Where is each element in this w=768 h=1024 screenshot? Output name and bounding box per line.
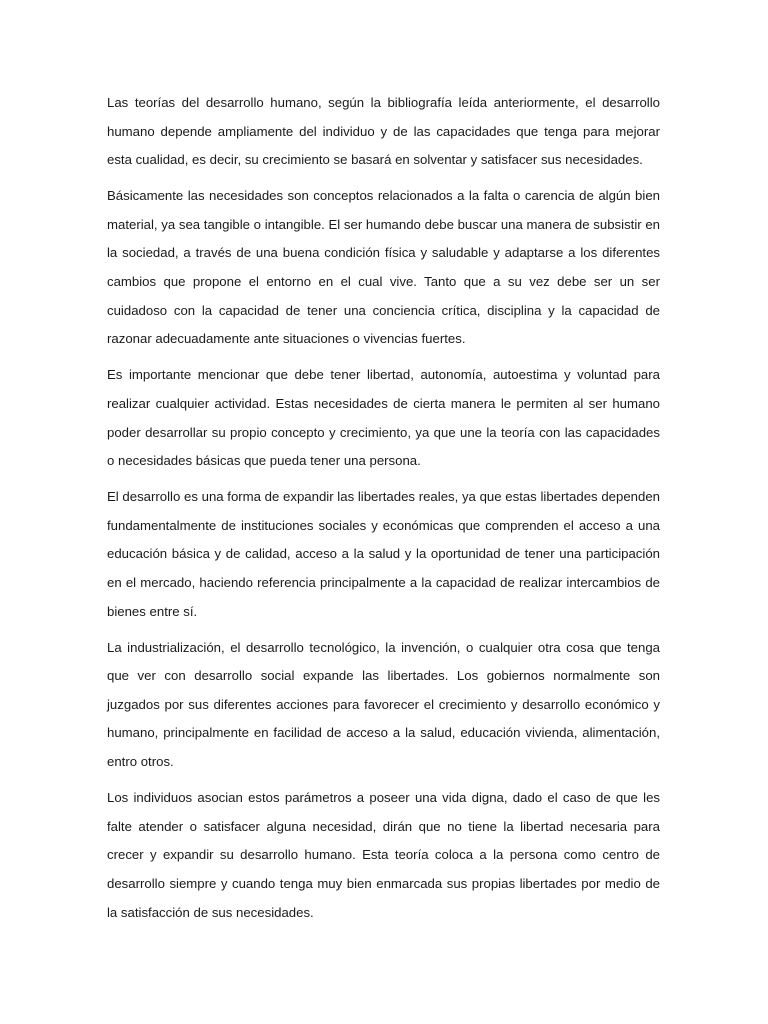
paragraph-4: El desarrollo es una forma de expandir las libertades reales, ya que estas libertades dependen fundamentalmente de instituciones sociales y económicas que comprenden el acceso a una educación básica y de calidad, acceso a la salud y la oportunidad de tener una participación en el mercado, haciendo referencia principalmente a la capacidad de realizar intercambios de bienes entre sí.	[107, 489, 660, 619]
document-page	[107, 89, 660, 935]
paragraph-2: Básicamente las necesidades son conceptos relacionados a la falta o carencia de algún bien material, ya sea tangible o intangible. El ser humando debe buscar una manera de subsistir en la sociedad, a través de una buena condición física y saludable y adaptarse a los diferentes cambios que propone el entorno en el cual vive. Tanto que a su vez debe ser un ser cuidadoso con la capacidad de tener una conciencia crítica, disciplina y la capacidad de razonar adecuadamente ante situaciones o vivencias fuertes.	[107, 188, 660, 347]
paragraph-6: Los individuos asocian estos parámetros a poseer una vida digna, dado el caso de que les falte atender o satisfacer alguna necesidad, dirán que no tiene la libertad necesaria para crecer y expandir su desarrollo humano. Esta teoría coloca a la persona como centro de desarrollo siempre y cuando tenga muy bien enmarcada sus propias libertades por medio de la satisfacción de sus necesidades.	[107, 790, 660, 920]
paragraph-1: Las teorías del desarrollo humano, según la bibliografía leída anteriormente, el desarrollo humano depende ampliamente del individuo y de las capacidades que tenga para mejorar esta cualidad, es decir, su crecimiento se basará en solventar y satisfacer sus necesidades.	[107, 95, 660, 168]
paragraph-5: La industrialización, el desarrollo tecnológico, la invención, o cualquier otra cosa que tenga que ver con desarrollo social expande las libertades. Los gobiernos normalmente son juzgados por sus diferentes acciones para favorecer el crecimiento y desarrollo económico y humano, principalmente en facilidad de acceso a la salud, educación vivienda, alimentación, entro otros.	[107, 639, 660, 770]
paragraph-3: Es importante mencionar que debe tener libertad, autonomía, autoestima y voluntad para realizar cualquier actividad. Estas necesidades de cierta manera le permiten al ser humano poder desarrollar su propio concepto y crecimiento, ya que une la teoría con las capacidades o necesidades básicas que pueda tener una persona.	[107, 367, 660, 469]
